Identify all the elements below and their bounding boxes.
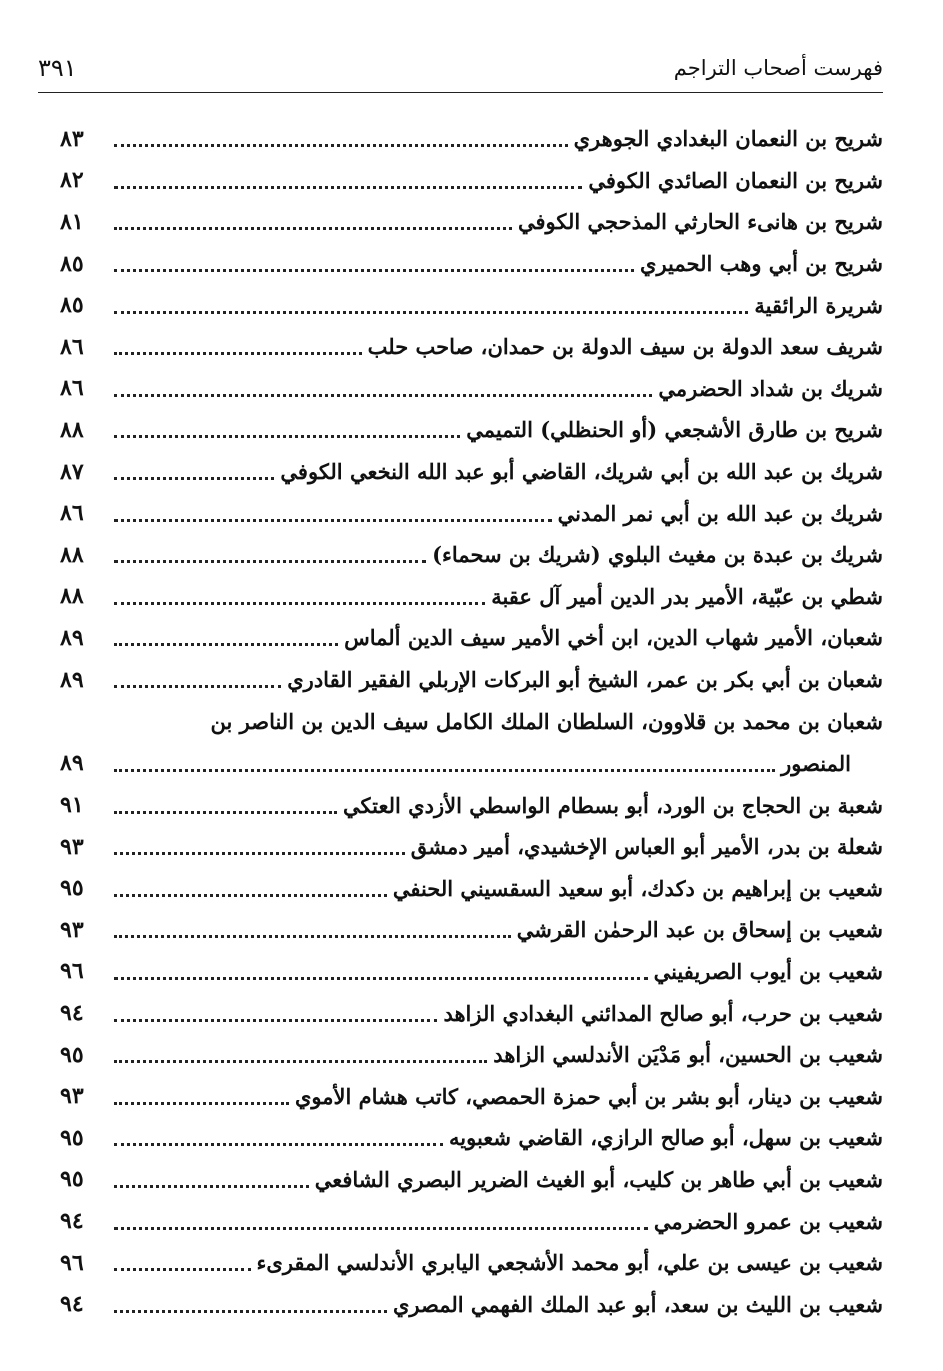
leader-dots — [114, 894, 387, 897]
leader-dots — [114, 560, 426, 563]
entry-page-number: ٩٦ — [60, 1249, 84, 1276]
entry-page-number: ٩٥ — [60, 1166, 84, 1193]
index-entry — [60, 617, 883, 659]
entry-page-number: ٩٣ — [60, 1083, 84, 1110]
entry-page-number: ٨٦ — [60, 375, 84, 402]
index-entry — [60, 1075, 883, 1117]
entry-page-number: ٨٦ — [60, 500, 84, 527]
entry-name: شعيب بن عمرو الحضرمي — [653, 1208, 883, 1234]
entry-page-number: ٩٣ — [60, 833, 84, 860]
leader-dots — [114, 477, 274, 480]
index-entry — [60, 1200, 883, 1242]
index-entry — [60, 868, 883, 910]
entry-page-number: ٨٩ — [60, 666, 84, 693]
entry-page-number: ٩٥ — [60, 875, 84, 902]
entry-name: شريرة الرائقية — [754, 292, 883, 318]
entry-name: شعبة بن الحجاج بن الورد، أبو بسطام الواسطي الأزدي العتكي — [343, 792, 883, 818]
entry-page-number: ٨٣ — [60, 125, 84, 152]
index-entry — [60, 1117, 883, 1159]
leader-dots — [114, 769, 775, 772]
entry-name: شعيب بن الليث بن سعد، أبو عبد الملك الفهمي المصري — [392, 1291, 883, 1317]
entry-page-number: ٩١ — [60, 792, 84, 819]
index-entry — [60, 368, 883, 410]
entry-page-number: ٨٨ — [60, 416, 84, 443]
index-entry — [60, 992, 883, 1034]
leader-dots — [114, 1227, 648, 1230]
entry-name: شريح بن أبي وهب الحميري — [640, 251, 883, 277]
entry-name: شعيب بن حرب، أبو صالح المدائني البغدادي الزاهد — [443, 1000, 883, 1026]
entry-page-number: ٨٩ — [60, 624, 84, 651]
entry-name: شعيب بن إبراهيم بن دكدك، أبو سعيد السقسيني الحنفي — [392, 875, 883, 901]
index-entries — [60, 118, 883, 1325]
leader-dots — [114, 852, 405, 855]
leader-dots — [114, 1310, 387, 1313]
entry-page-number: ٩٥ — [60, 1124, 84, 1151]
header-title: فهرست أصحاب التراجم — [673, 56, 883, 80]
entry-page-number: ٨٦ — [60, 333, 84, 360]
index-entry — [60, 409, 883, 451]
index-entry — [60, 326, 883, 368]
entry-name: شريح بن النعمان الصائدي الكوفي — [588, 167, 883, 193]
entry-page-number: ٨٥ — [60, 292, 84, 319]
entry-page-number: ٨٧ — [60, 458, 84, 485]
entry-name: شعيب بن إسحاق بن عبد الرحمٰن القرشي — [516, 917, 883, 943]
entry-name: شعيب بن أيوب الصريفيني — [653, 958, 883, 984]
entry-name: شعلة بن بدر، الأمير أبو العباس الإخشيدي، أمير دمشق — [410, 834, 883, 860]
entry-name: شريك بن عبد الله بن أبي نمر المدني — [557, 500, 883, 526]
leader-dots — [114, 1143, 443, 1146]
leader-dots — [114, 269, 634, 272]
entry-page-number: ٩٤ — [60, 1208, 84, 1235]
index-entry — [60, 492, 883, 534]
index-entry — [60, 909, 883, 951]
index-entry — [60, 284, 883, 326]
leader-dots — [114, 394, 652, 397]
index-entry — [60, 826, 883, 868]
leader-dots — [114, 352, 362, 355]
entry-name: شطي بن عبّية، الأمير بدر الدين أمير آل عقبة — [491, 583, 883, 609]
leader-dots — [114, 1102, 289, 1105]
leader-dots — [114, 643, 338, 646]
entry-name: شعيب بن عيسى بن علي، أبو محمد الأشجعي اليابري الأندلسي المقرىء — [256, 1250, 883, 1276]
leader-dots — [114, 935, 511, 938]
entry-name: شعبان، الأمير شهاب الدين، ابن أخي الأمير سيف الدين ألماس — [344, 625, 883, 651]
index-entry — [60, 118, 883, 160]
leader-dots — [114, 144, 568, 147]
entry-page-number: ٨٨ — [60, 541, 84, 568]
entry-page-number: ٨١ — [60, 208, 84, 235]
entry-page-number: ٩٤ — [60, 1291, 84, 1318]
entry-page-number: ٩٥ — [60, 1041, 84, 1068]
entry-page-number: ٨٨ — [60, 583, 84, 610]
entry-page-number: ٨٢ — [60, 167, 84, 194]
header-page-number: ٣٩١ — [38, 54, 77, 82]
leader-dots — [114, 811, 337, 814]
entry-name: شعيب بن دينار، أبو بشر بن أبي حمزة الحمصي، كاتب هشام الأموي — [294, 1083, 883, 1109]
index-entry — [60, 700, 883, 784]
index-entry — [60, 1242, 883, 1284]
leader-dots — [114, 1185, 309, 1188]
entry-page-number: ٩٣ — [60, 916, 84, 943]
leader-dots — [114, 435, 460, 438]
entry-name: شعيب بن سهل، أبو صالح الرازي، القاضي شعبويه — [449, 1125, 883, 1151]
entry-name-continuation: المنصور — [781, 750, 851, 776]
entry-name: شريك بن شداد الحضرمي — [658, 375, 883, 401]
index-entry — [60, 201, 883, 243]
entry-name: شريح بن النعمان البغدادي الجوهري — [573, 126, 883, 152]
entry-name: شعبان بن أبي بكر بن عمر، الشيخ أبو البركات الإربلي الفقير القادري — [287, 667, 883, 693]
entry-page-number: ٨٥ — [60, 250, 84, 277]
index-entry — [60, 784, 883, 826]
leader-dots — [114, 519, 552, 522]
index-entry — [60, 1283, 883, 1325]
index-entry — [60, 576, 883, 618]
index-entry — [60, 160, 883, 202]
leader-dots — [114, 1060, 487, 1063]
leader-dots — [114, 1268, 251, 1271]
entry-name: شريف سعد الدولة بن سيف الدولة بن حمدان، صاحب حلب — [367, 334, 883, 360]
entry-page-number: ٨٩ — [60, 750, 84, 777]
index-entry — [60, 951, 883, 993]
index-entry — [60, 534, 883, 576]
leader-dots — [114, 227, 512, 230]
entry-name: شريح بن طارق الأشجعي (أو الحنظلي) التميمي — [466, 417, 883, 443]
index-entry — [60, 451, 883, 493]
entry-name: شعيب بن أبي طاهر بن كليب، أبو الغيث الضرير البصري الشافعي — [314, 1166, 883, 1192]
index-entry — [60, 659, 883, 701]
entry-name: شعيب بن الحسين، أبو مَدْيَن الأندلسي الزاهد — [493, 1042, 883, 1068]
leader-dots — [114, 311, 748, 314]
running-header — [38, 54, 883, 93]
entry-name: شريك بن عبد الله بن أبي شريك، القاضي أبو عبد الله النخعي الكوفي — [280, 459, 883, 485]
entry-page-number: ٩٤ — [60, 1000, 84, 1027]
leader-dots — [114, 1019, 437, 1022]
entry-page-number: ٩٦ — [60, 958, 84, 985]
entry-name: شريك بن عبدة بن مغيث البلوي (شريك بن سحماء) — [432, 542, 883, 568]
index-entry — [60, 1034, 883, 1076]
index-entry — [60, 243, 883, 285]
entry-name: شريح بن هانىء الحارثي المذحجي الكوفي — [518, 209, 883, 235]
leader-dots — [114, 602, 485, 605]
entry-name: شعبان بن محمد بن قلاوون، السلطان الملك الكامل سيف الدين بن الناصر بن — [210, 708, 883, 734]
index-entry — [60, 1159, 883, 1201]
leader-dots — [114, 186, 582, 189]
leader-dots — [114, 685, 281, 688]
leader-dots — [114, 977, 648, 980]
